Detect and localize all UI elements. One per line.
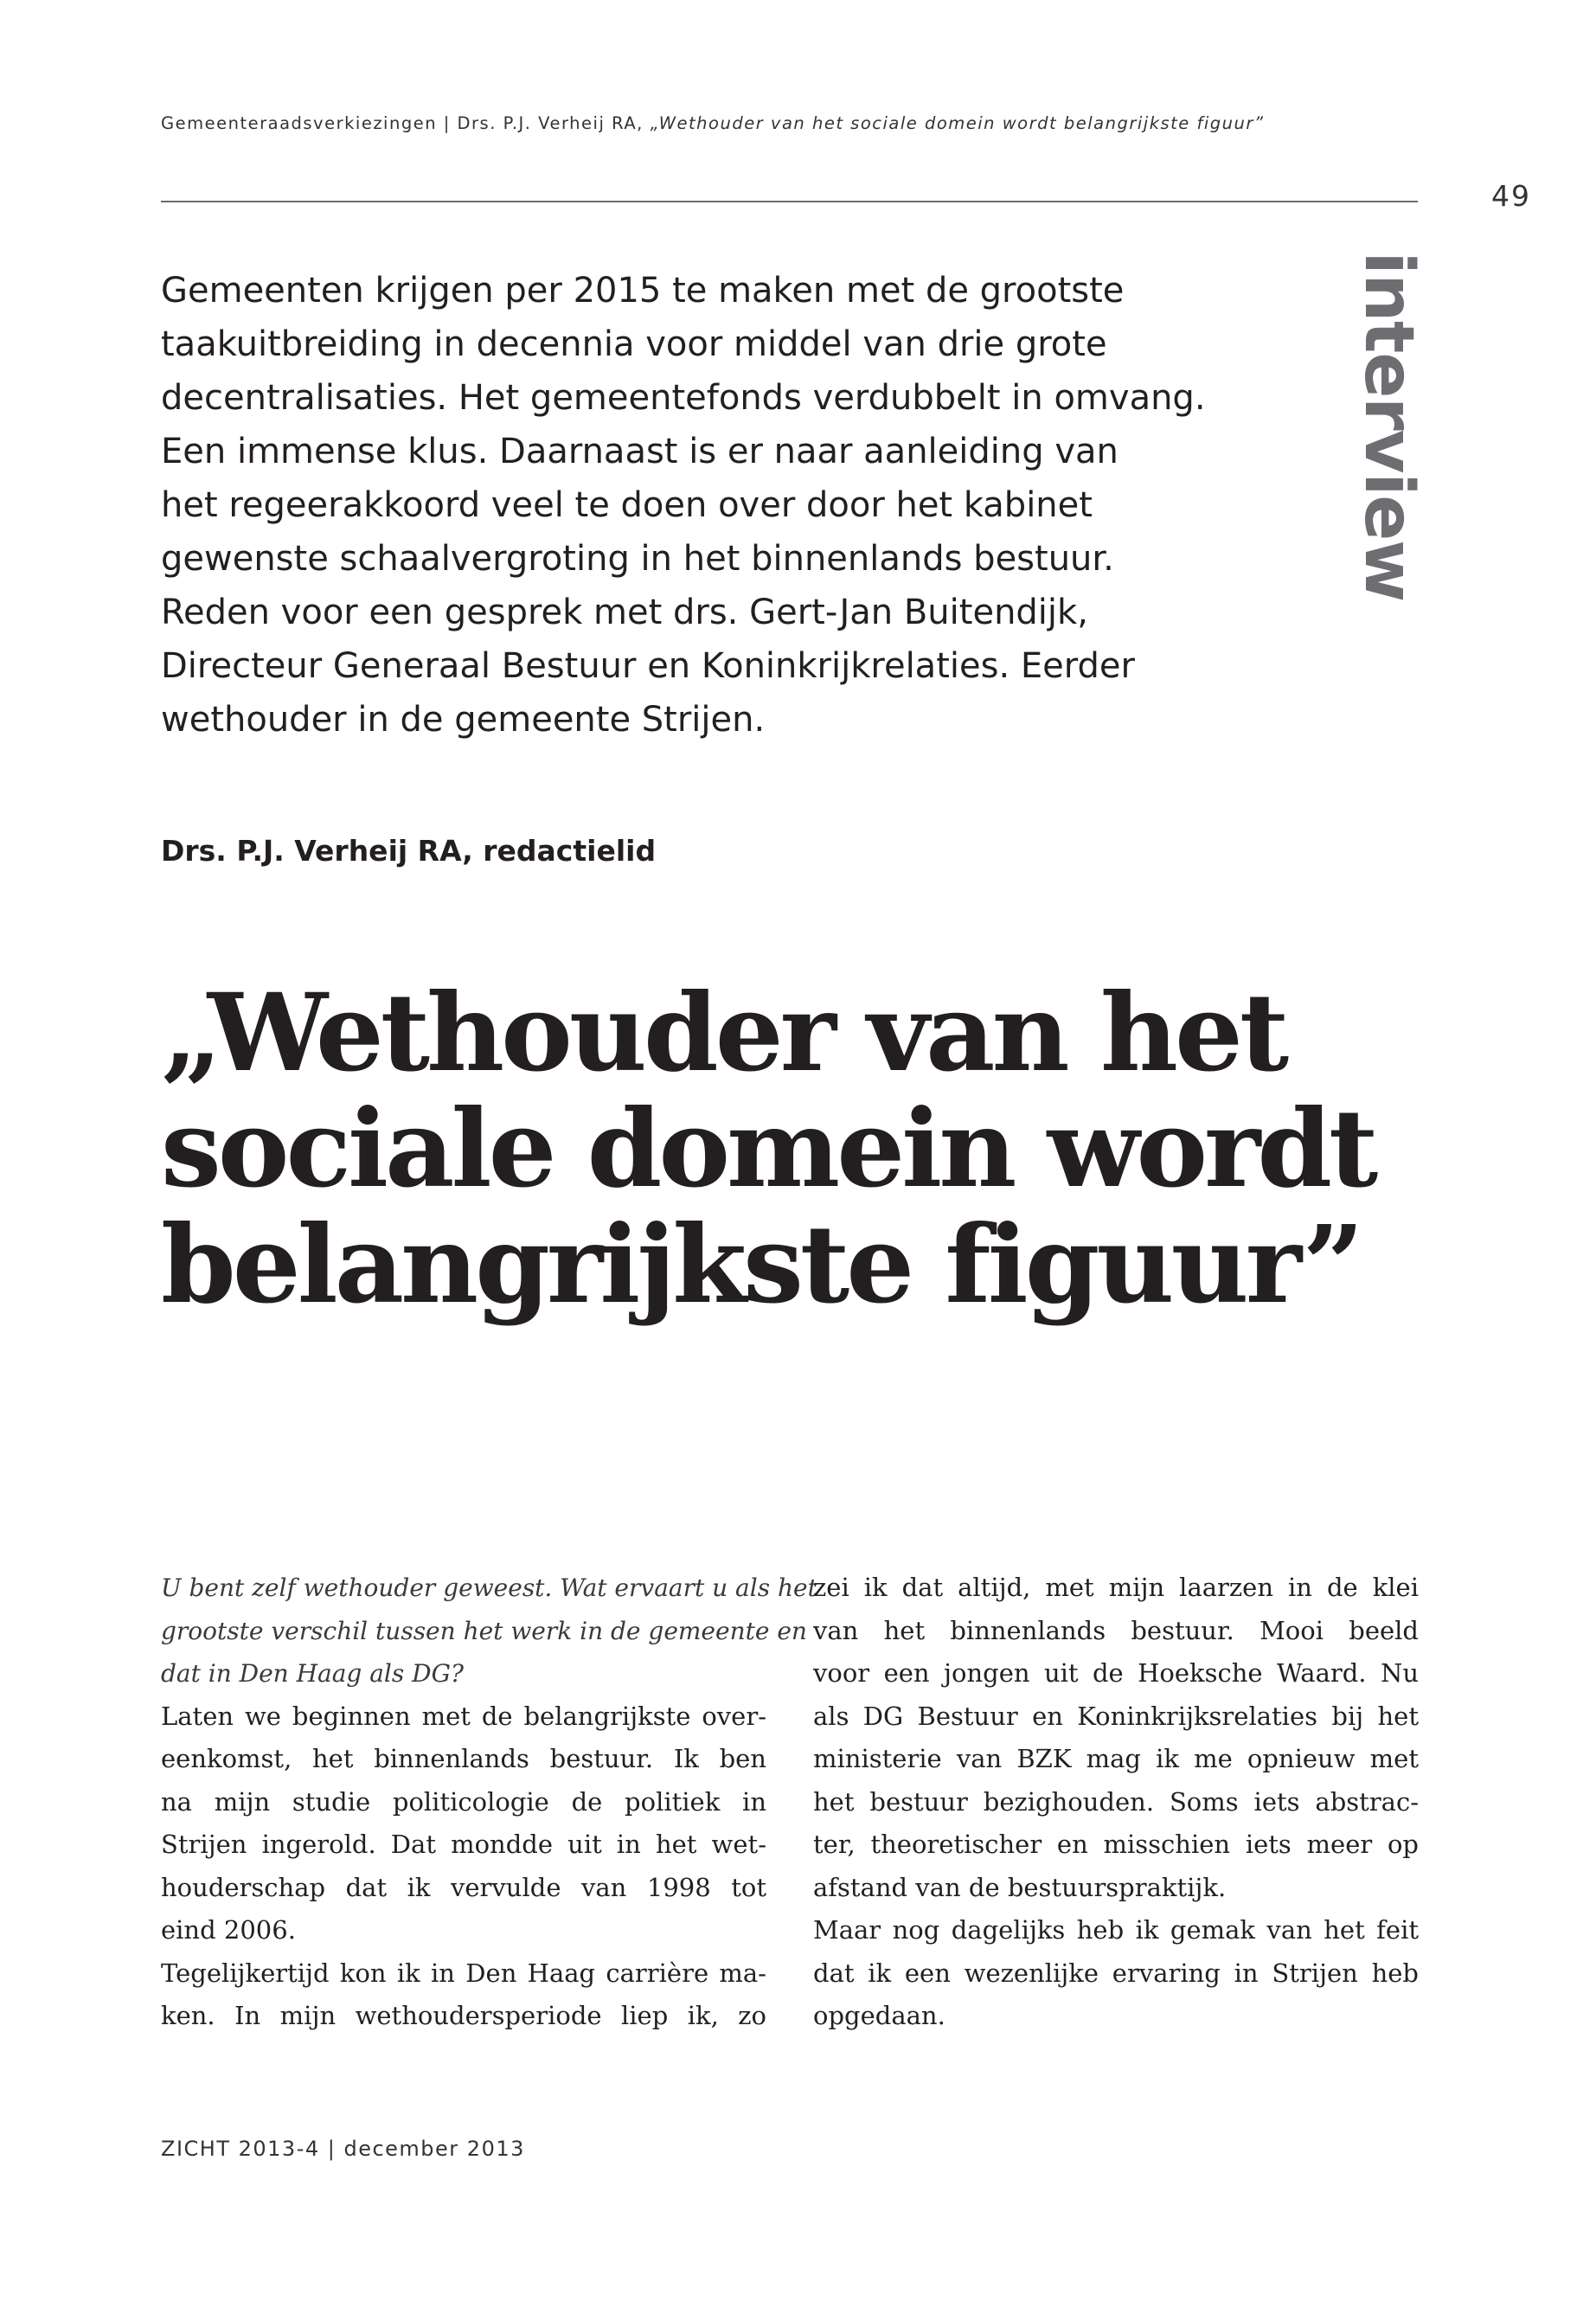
body-line: ministerie van BZK mag ik me opnieuw met xyxy=(813,1744,1419,1773)
body-line: het bestuur bezighouden. Soms iets abstrac- xyxy=(813,1786,1419,1817)
body-line: afstand van de bestuurspraktijk. xyxy=(813,1872,1227,1902)
answer-line: eind 2006. xyxy=(161,1915,296,1945)
body-column-left xyxy=(161,1567,817,2038)
intro-line: Reden voor een gesprek met drs. Gert-Jan Buitendijk, xyxy=(161,593,1088,632)
page-number: 49 xyxy=(1491,179,1531,213)
body-line: als DG Bestuur en Koninkrijksrelaties bij het xyxy=(813,1701,1419,1731)
header-rule xyxy=(161,201,1418,202)
intro-line: Gemeenten krijgen per 2015 te maken met de grootste xyxy=(161,271,1125,311)
intro-paragraph xyxy=(161,264,1206,747)
headline-line: belangrijkste figuur” xyxy=(161,1202,1361,1328)
body-line: Maar nog dagelijks heb ik gemak van het feit xyxy=(813,1915,1419,1945)
answer-line: na mijn studie politicologie de politiek in xyxy=(161,1786,766,1817)
byline: Drs. P.J. Verheij RA, redactielid xyxy=(161,834,657,868)
body-line: voor een jongen uit de Hoeksche Waard. Nu xyxy=(813,1658,1419,1688)
body-line: zei ik dat altijd, met mijn laarzen in de klei xyxy=(813,1573,1419,1602)
intro-line: het regeerakkoord veel te doen over door het kabinet xyxy=(161,485,1093,525)
section-tag xyxy=(1349,251,1427,602)
answer-line: ken. In mijn wethoudersperiode liep ik, zo xyxy=(161,2001,766,2030)
answer-line: Strijen ingerold. Dat mondde uit in het wet- xyxy=(161,1830,766,1859)
section-tag-label: interview xyxy=(1349,251,1427,602)
running-header xyxy=(161,113,1415,133)
intro-line: wethouder in de gemeente Strijen. xyxy=(161,700,766,740)
body-column-right xyxy=(813,1567,1419,2038)
question-line: dat in Den Haag als DG? xyxy=(161,1659,464,1688)
answer-line: houderschap dat ik vervulde van 1998 tot xyxy=(161,1872,766,1902)
body-line: dat ik een wezenlijke ervaring in Strijen heb xyxy=(813,1958,1419,1988)
intro-line: decentralisaties. Het gemeentefonds verdubbelt in omvang. xyxy=(161,378,1206,418)
running-header-title: „Wethouder van het sociale domein wordt belangrijkste figuur” xyxy=(650,113,1265,133)
body-line: van het binnenlands bestuur. Mooi beeld xyxy=(813,1615,1419,1645)
headline-line: sociale domein wordt xyxy=(161,1086,1375,1212)
intro-line: Directeur Generaal Bestuur en Koninkrijkrelaties. Eerder xyxy=(161,646,1135,686)
body-line: opgedaan. xyxy=(813,2001,945,2030)
intro-line: taakuitbreiding in decennia voor middel van drie grote xyxy=(161,324,1107,364)
answer-line: Laten we beginnen met de belangrijkste over- xyxy=(161,1701,766,1731)
headline-line: „Wethouder van het xyxy=(161,971,1286,1096)
page-footer: ZICHT 2013-4 | december 2013 xyxy=(161,2137,525,2161)
question-line: U bent zelf wethouder geweest. Wat ervaart u als het xyxy=(161,1574,817,1602)
intro-line: gewenste schaalvergroting in het binnenlands bestuur. xyxy=(161,539,1114,579)
intro-line: Een immense klus. Daarnaast is er naar aanleiding van xyxy=(161,432,1118,471)
running-header-prefix: Gemeenteraadsverkiezingen | Drs. P.J. Verheij RA, xyxy=(161,113,651,133)
answer-line: eenkomst, het binnenlands bestuur. Ik ben xyxy=(161,1744,766,1773)
headline xyxy=(161,971,1458,1328)
question-line: grootste verschil tussen het werk in de gemeente en xyxy=(161,1616,807,1645)
body-line: ter, theoretischer en misschien iets meer op xyxy=(813,1830,1419,1859)
answer-line: Tegelijkertijd kon ik in Den Haag carrière ma- xyxy=(161,1958,766,1988)
